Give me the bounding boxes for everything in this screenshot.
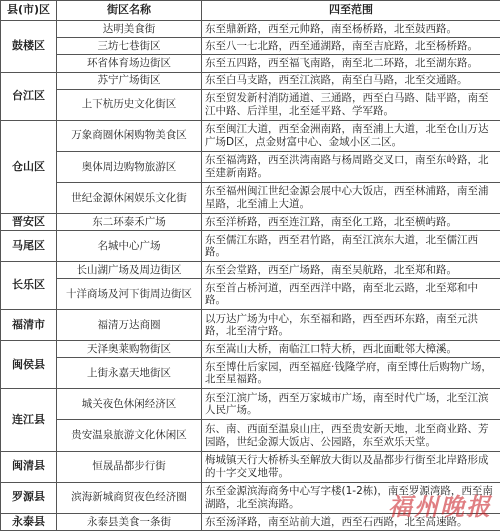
street-name-cell: 苏宁广场街区: [57, 72, 202, 89]
range-cell: 东至贸发新村消防通道、三通路，西至白马路、陆平路，南至江中路、后洋里，北至延平路、学军路。: [202, 89, 500, 120]
district-cell: 罗源县: [1, 482, 57, 513]
table-row: [1, 482, 500, 513]
range-cell: 东至白马支路，西至江滨路，南至白马路，北至交通路。: [202, 72, 500, 89]
district-cell: 闽侯县: [1, 341, 57, 389]
street-name-cell: 三坊七巷街区: [57, 38, 202, 55]
table-row: [1, 451, 500, 482]
street-name-cell: 万象商圈休闲购物美食区: [57, 120, 202, 151]
street-name-cell: 世纪金源休闲娱乐文化街: [57, 182, 202, 213]
street-name-cell: 滨海新城商贸夜色经济圈: [57, 482, 202, 513]
range-cell: 东至儒江东路，西至君竹路，南至江滨东大道，北至儒江西路。: [202, 230, 500, 261]
street-name-cell: 城关夜色休闲经济区: [57, 389, 202, 420]
district-cell: 长乐区: [1, 262, 57, 310]
street-name-cell: 天泽奥莱购物街区: [57, 341, 202, 358]
header-row: [1, 1, 500, 21]
table-row: [1, 310, 500, 341]
header-range: 四至范围: [202, 1, 500, 21]
range-cell: 东至五四路，西至福飞南路，南至北二环路，北至湖东路。: [202, 55, 500, 72]
range-cell: 东至博仕后家园，西至福庭·钱隆学府，南至博仕后购物广场，北至星福路。: [202, 358, 500, 389]
table-row: [1, 341, 500, 358]
range-cell: 东至江滨广场，西至万家城市广场，南至时代广场，北至江滨人民广场。: [202, 389, 500, 420]
district-cell: 仓山区: [1, 120, 57, 213]
table-row: [1, 358, 500, 389]
street-name-cell: 恒晟晶都步行街: [57, 451, 202, 482]
range-cell: 东至福州闽江世纪金源会展中心大饭店，西至林浦路，南至浦星路，北至浦上大道。: [202, 182, 500, 213]
district-cell: 连江县: [1, 389, 57, 451]
table-row: [1, 262, 500, 279]
street-name-cell: 福清万达商圈: [57, 310, 202, 341]
range-cell: 以万达广场为中心，东至福和路，西至西环东路，南至元洪路，北至清宁路。: [202, 310, 500, 341]
table-row: [1, 151, 500, 182]
range-cell: 东至福湾路，西至洪湾南路与杨周路交叉口，南至东岭路，北至建新南路。: [202, 151, 500, 182]
table-row: [1, 213, 500, 230]
range-cell: 梅城镇天行大桥桥头至解放大街以及晶都步行街至北岸路形成的十字交叉地带。: [202, 451, 500, 482]
range-cell: 东至鼎新路，西至元帅路，南至杨桥路，北至鼓西路。: [202, 21, 500, 38]
table-row: [1, 89, 500, 120]
table-body: [1, 21, 500, 531]
street-name-cell: 贵安温泉旅游文化休闲区: [57, 420, 202, 451]
district-cell: 晋安区: [1, 213, 57, 230]
table-row: [1, 182, 500, 213]
street-name-cell: 环省体育场边街区: [57, 55, 202, 72]
street-name-cell: 永泰县美食一条街: [57, 513, 202, 530]
district-cell: 台江区: [1, 72, 57, 120]
district-cell: 鼓楼区: [1, 21, 57, 73]
district-cell: 闽清县: [1, 451, 57, 482]
street-name-cell: 名城中心广场: [57, 230, 202, 261]
street-name-cell: 长山湖广场及周边街区: [57, 262, 202, 279]
range-cell: 东至八一七北路，西至通湖路，南至吉庇路，北至杨桥路。: [202, 38, 500, 55]
range-cell: 东至洋桥路，西至连江路，南至化工路，北至横屿路。: [202, 213, 500, 230]
table-row: [1, 389, 500, 420]
range-cell: 东至闽江大道，西至金洲南路，南至浦上大道，北至仓山万达广场D区，点金财富中心、金域小区二区。: [202, 120, 500, 151]
table-row: [1, 21, 500, 38]
range-cell: 东至嵩山大桥，南临江口特大桥，西北面毗邻大樟溪。: [202, 341, 500, 358]
table-row: [1, 230, 500, 261]
table-header: [1, 1, 500, 21]
street-name-cell: 达明美食街: [57, 21, 202, 38]
range-cell: 东至会堂路，西至广场路，南至吴航路，北至郑和路。: [202, 262, 500, 279]
range-cell: 东至汤泽路，南至站前大道，西至石西路，北至高速路。: [202, 513, 500, 530]
table-row: [1, 72, 500, 89]
range-cell: 东、南、西面至温泉山庄，西至贵安新天地，北至商业路、芳园路，世纪金源大饭店、公园路，东至欢乐天堂。: [202, 420, 500, 451]
district-cell: 福清市: [1, 310, 57, 341]
header-district: 县(市)区: [1, 1, 57, 21]
district-cell: 永泰县: [1, 513, 57, 530]
table-row: [1, 279, 500, 310]
table-row: [1, 55, 500, 72]
district-cell: 马尾区: [1, 230, 57, 261]
table-row: [1, 120, 500, 151]
range-cell: 东至首占桥河道，西至西洋中路，南至北云路，北至郑和中路。: [202, 279, 500, 310]
header-street-name: 街区名称: [57, 1, 202, 21]
table-row: [1, 38, 500, 55]
street-name-cell: 东二环泰禾广场: [57, 213, 202, 230]
street-name-cell: 上下杭历史文化街区: [57, 89, 202, 120]
street-name-cell: 上街永嘉天地街区: [57, 358, 202, 389]
table-row: [1, 420, 500, 451]
table-row: [1, 513, 500, 530]
street-name-cell: 十洋商场及河下街周边街区: [57, 279, 202, 310]
range-cell: 东至金源滨海商务中心写字楼(1-2栋)，南至罗源湾路，西至南湖路，北至滨海路。: [202, 482, 500, 513]
newspaper-watermark: 福州晚报: [388, 492, 492, 521]
street-name-cell: 奥体周边购物旅游区: [57, 151, 202, 182]
